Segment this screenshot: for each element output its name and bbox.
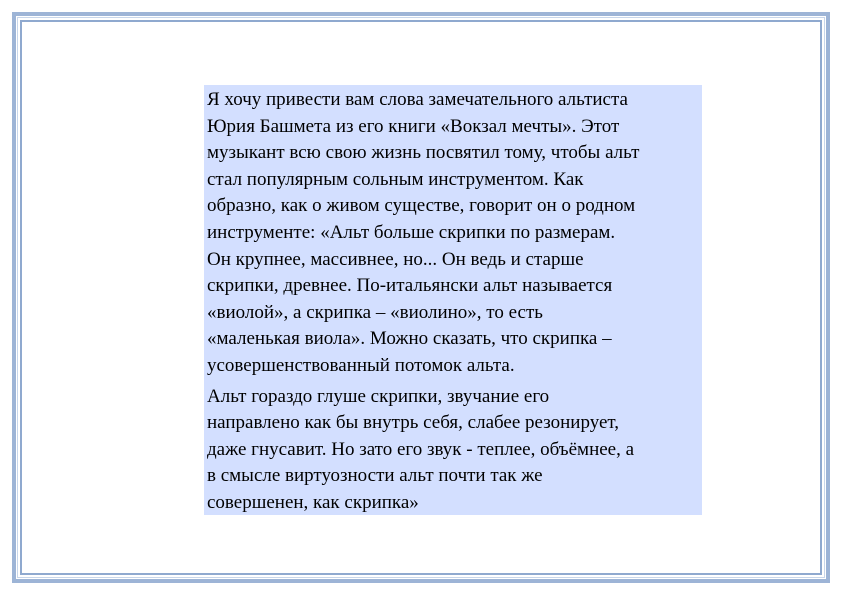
- text-line: «виолой», а скрипка – «виолино», то есть: [207, 301, 543, 323]
- quote-text-box: [204, 85, 702, 515]
- text-line: образно, как о живом существе, говорит он о родном: [207, 195, 636, 217]
- text-line: направлено как бы внутрь себя, слабее резонирует,: [207, 412, 619, 434]
- text-line: Он крупнее, массивнее, но... Он ведь и старше: [207, 248, 584, 270]
- text-line: усовершенствованный потомок альта.: [207, 354, 515, 376]
- text-line: совершенен, как скрипка»: [207, 491, 419, 513]
- text-line: Альт гораздо глуше скрипки, звучание его: [207, 385, 550, 407]
- text-line: даже гнусавит. Но зато его звук - теплее, объёмнее, а: [207, 438, 635, 460]
- quote-paragraph-2: [207, 384, 700, 517]
- text-line: стал популярным сольным инструментом. Как: [207, 168, 584, 190]
- text-line: Я хочу привести вам слова замечательного альтиста: [207, 89, 628, 110]
- text-line: «маленькая виола». Можно сказать, что скрипка –: [207, 328, 612, 350]
- text-line: инструменте: «Альт больше скрипки по размерам.: [207, 221, 616, 243]
- text-line: скрипки, древнее. По-итальянски альт называется: [207, 275, 613, 297]
- text-line: в смысле виртуозности альт почти так же: [207, 465, 543, 487]
- text-line: Юрия Башмета из его книги «Вокзал мечты». Этот: [207, 115, 620, 137]
- text-line: музыкант всю свою жизнь посвятил тому, чтобы альт: [207, 142, 640, 164]
- quote-paragraph-1: [207, 87, 700, 380]
